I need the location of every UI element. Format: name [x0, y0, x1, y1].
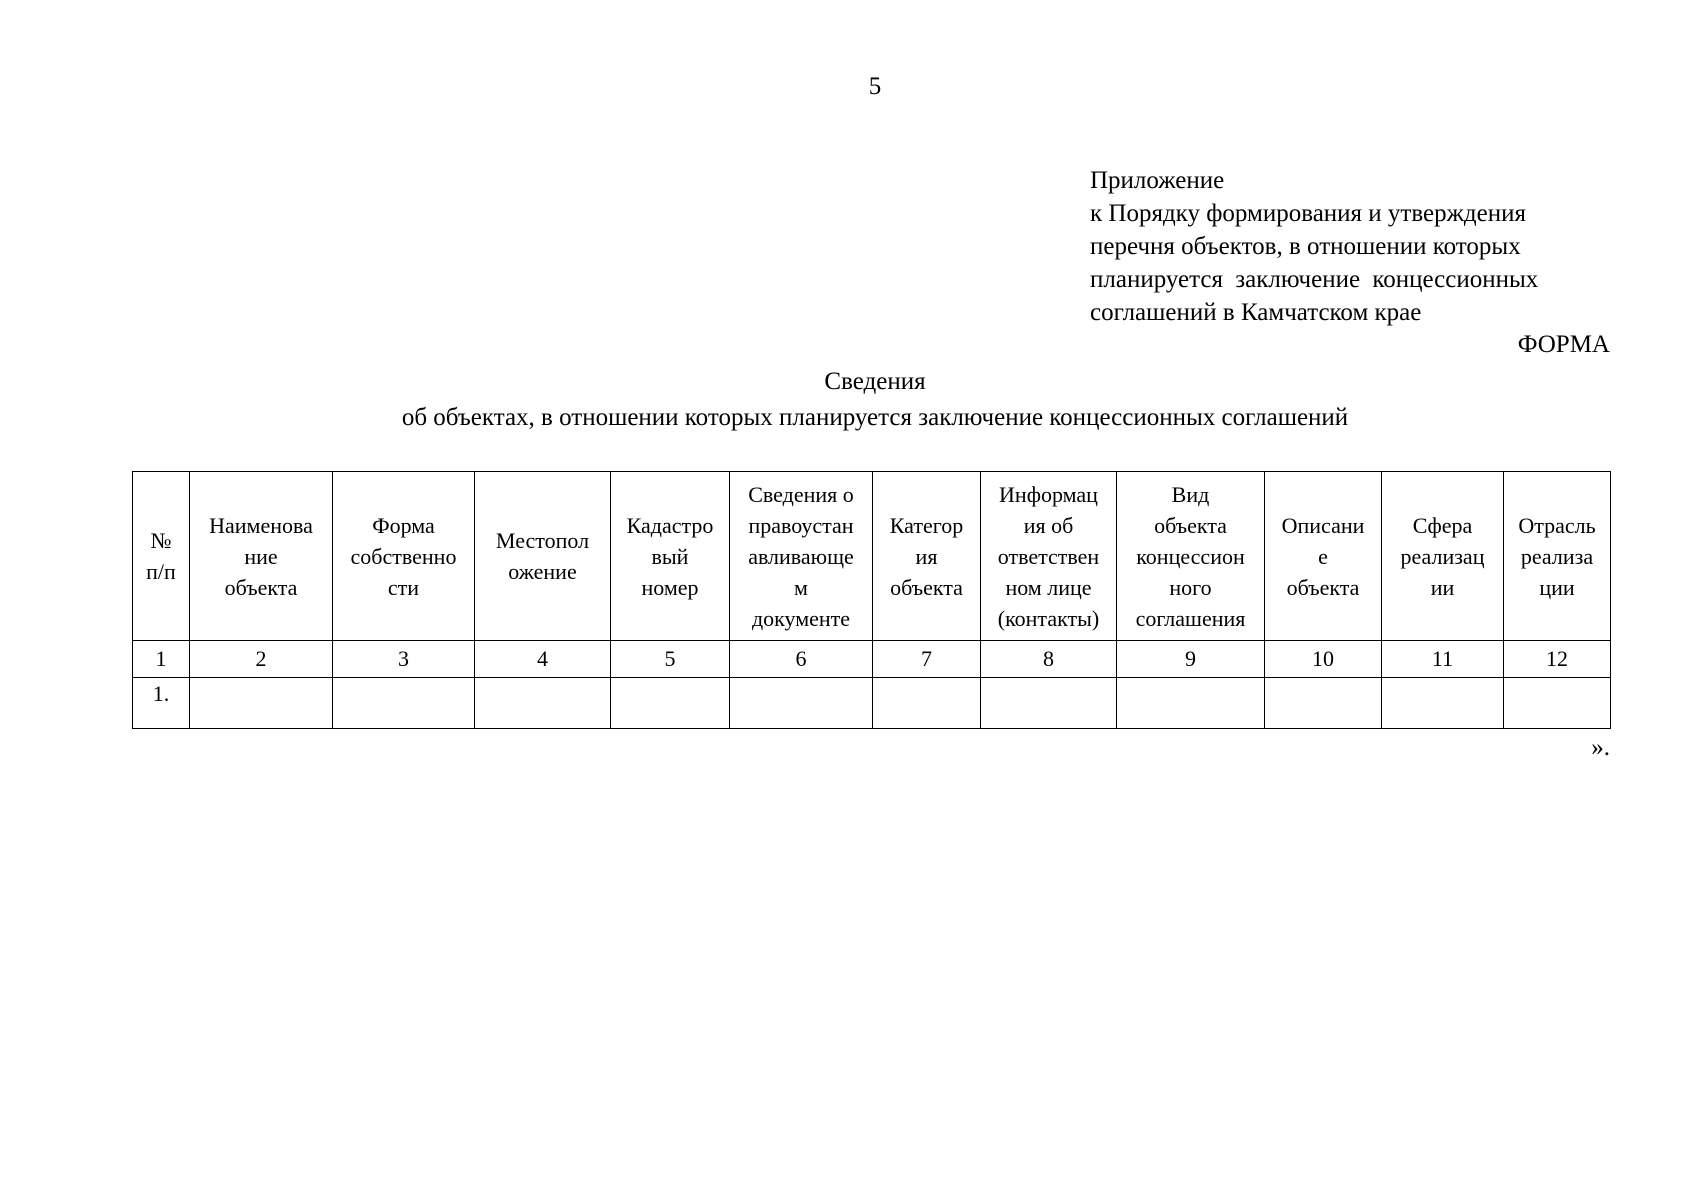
document-title — [0, 364, 1697, 436]
closing-quote: ». — [1591, 734, 1610, 761]
column-header-line: Кадастро — [626, 512, 714, 538]
column-header-8 — [981, 472, 1117, 641]
column-header-line: объекта — [224, 574, 298, 600]
column-header-9 — [1117, 472, 1265, 641]
column-header-line: реализац — [1400, 543, 1485, 569]
column-number-cell: 11 — [1382, 641, 1504, 678]
column-header-1 — [133, 472, 190, 641]
column-header-line: авливающе — [748, 543, 854, 569]
column-header-3 — [333, 472, 475, 641]
column-number-cell: 9 — [1117, 641, 1265, 678]
column-header-line: номер — [641, 574, 699, 600]
column-number-row — [133, 641, 1611, 678]
column-header-5 — [611, 472, 730, 641]
column-header-line: Категор — [889, 512, 964, 538]
column-header-line: ние — [244, 543, 278, 569]
column-header-line: концессион — [1136, 543, 1245, 569]
column-header-7 — [873, 472, 981, 641]
column-number-cell: 7 — [873, 641, 981, 678]
column-number-cell: 2 — [190, 641, 333, 678]
column-number-cell: 12 — [1504, 641, 1611, 678]
column-header-2 — [190, 472, 333, 641]
column-header-line: Сфера — [1412, 512, 1473, 538]
column-header-line: Форма — [372, 512, 435, 538]
table-row — [133, 678, 1611, 729]
table-cell — [190, 678, 333, 729]
column-header-line: ии — [1430, 574, 1455, 600]
column-header-line: вый — [651, 543, 689, 569]
table-cell — [981, 678, 1117, 729]
column-header-line: реализа — [1520, 543, 1594, 569]
column-header-line: сти — [387, 574, 420, 600]
column-header-line: документе — [751, 605, 851, 631]
column-header-line: Отрасль — [1518, 512, 1596, 538]
column-header-line: ответствен — [997, 543, 1100, 569]
column-header-line: ия об — [1023, 512, 1074, 538]
appendix-line: к Порядку формирования и утверждения — [1090, 200, 1526, 227]
table-cell — [1382, 678, 1504, 729]
table-cell: 1. — [133, 678, 190, 729]
column-header-line: объекта — [1286, 574, 1360, 600]
form-label: ФОРМА — [1517, 331, 1610, 358]
column-number-cell: 8 — [981, 641, 1117, 678]
column-header-line: собственно — [350, 543, 457, 569]
appendix-line: планируется заключение концессионных — [1090, 266, 1539, 293]
column-number-cell: 5 — [611, 641, 730, 678]
column-header-line: м — [794, 574, 808, 600]
column-header-line: объекта — [1154, 512, 1227, 538]
column-header-10 — [1265, 472, 1382, 641]
column-header-6 — [730, 472, 873, 641]
table-header-row — [133, 472, 1611, 641]
objects-table — [132, 471, 1611, 729]
column-header-line: № — [150, 528, 172, 553]
column-header-line: Местопол — [495, 528, 590, 553]
column-header-line: ном лице — [1005, 574, 1092, 600]
table-cell — [730, 678, 873, 729]
column-header-line: ного — [1169, 574, 1212, 600]
column-header-12 — [1504, 472, 1611, 641]
column-header-line: Сведения о — [748, 481, 854, 507]
column-header-line: (контакты) — [997, 605, 1100, 631]
table-cell — [333, 678, 475, 729]
column-header-line: Вид — [1171, 481, 1210, 507]
column-header-line: ожение — [508, 559, 577, 584]
column-number-cell: 10 — [1265, 641, 1382, 678]
column-header-line: объекта — [890, 574, 963, 600]
column-number-cell: 1 — [133, 641, 190, 678]
column-header-4 — [475, 472, 611, 641]
appendix-line: перечня объектов, в отношении которых — [1090, 233, 1521, 260]
appendix-line: Приложение — [1090, 167, 1225, 194]
column-header-line: Информац — [999, 481, 1098, 507]
table-cell — [611, 678, 730, 729]
column-header-line: соглашения — [1135, 605, 1246, 631]
column-header-line: Описани — [1281, 512, 1365, 538]
column-number-cell: 3 — [333, 641, 475, 678]
table-cell — [1117, 678, 1265, 729]
column-number-cell: 6 — [730, 641, 873, 678]
appendix-line: соглашений в Камчатском крае — [1090, 299, 1422, 326]
title-line-1: Сведения — [824, 368, 926, 395]
column-header-line: п/п — [146, 559, 176, 584]
column-header-line: ции — [1539, 574, 1575, 600]
column-header-line: е — [1318, 543, 1328, 569]
table-cell — [1265, 678, 1382, 729]
column-header-line: Наименова — [209, 512, 313, 538]
column-header-line: ия — [915, 543, 938, 569]
table-cell — [873, 678, 981, 729]
column-header-11 — [1382, 472, 1504, 641]
table-cell — [1504, 678, 1611, 729]
appendix-block — [1090, 164, 1610, 329]
table-cell — [475, 678, 611, 729]
title-line-2: об объектах, в отношении которых планируется заключение концессионных соглашений — [401, 404, 1349, 431]
column-number-cell: 4 — [475, 641, 611, 678]
page-number: 5 — [868, 73, 882, 100]
column-header-line: правоустан — [748, 512, 854, 538]
